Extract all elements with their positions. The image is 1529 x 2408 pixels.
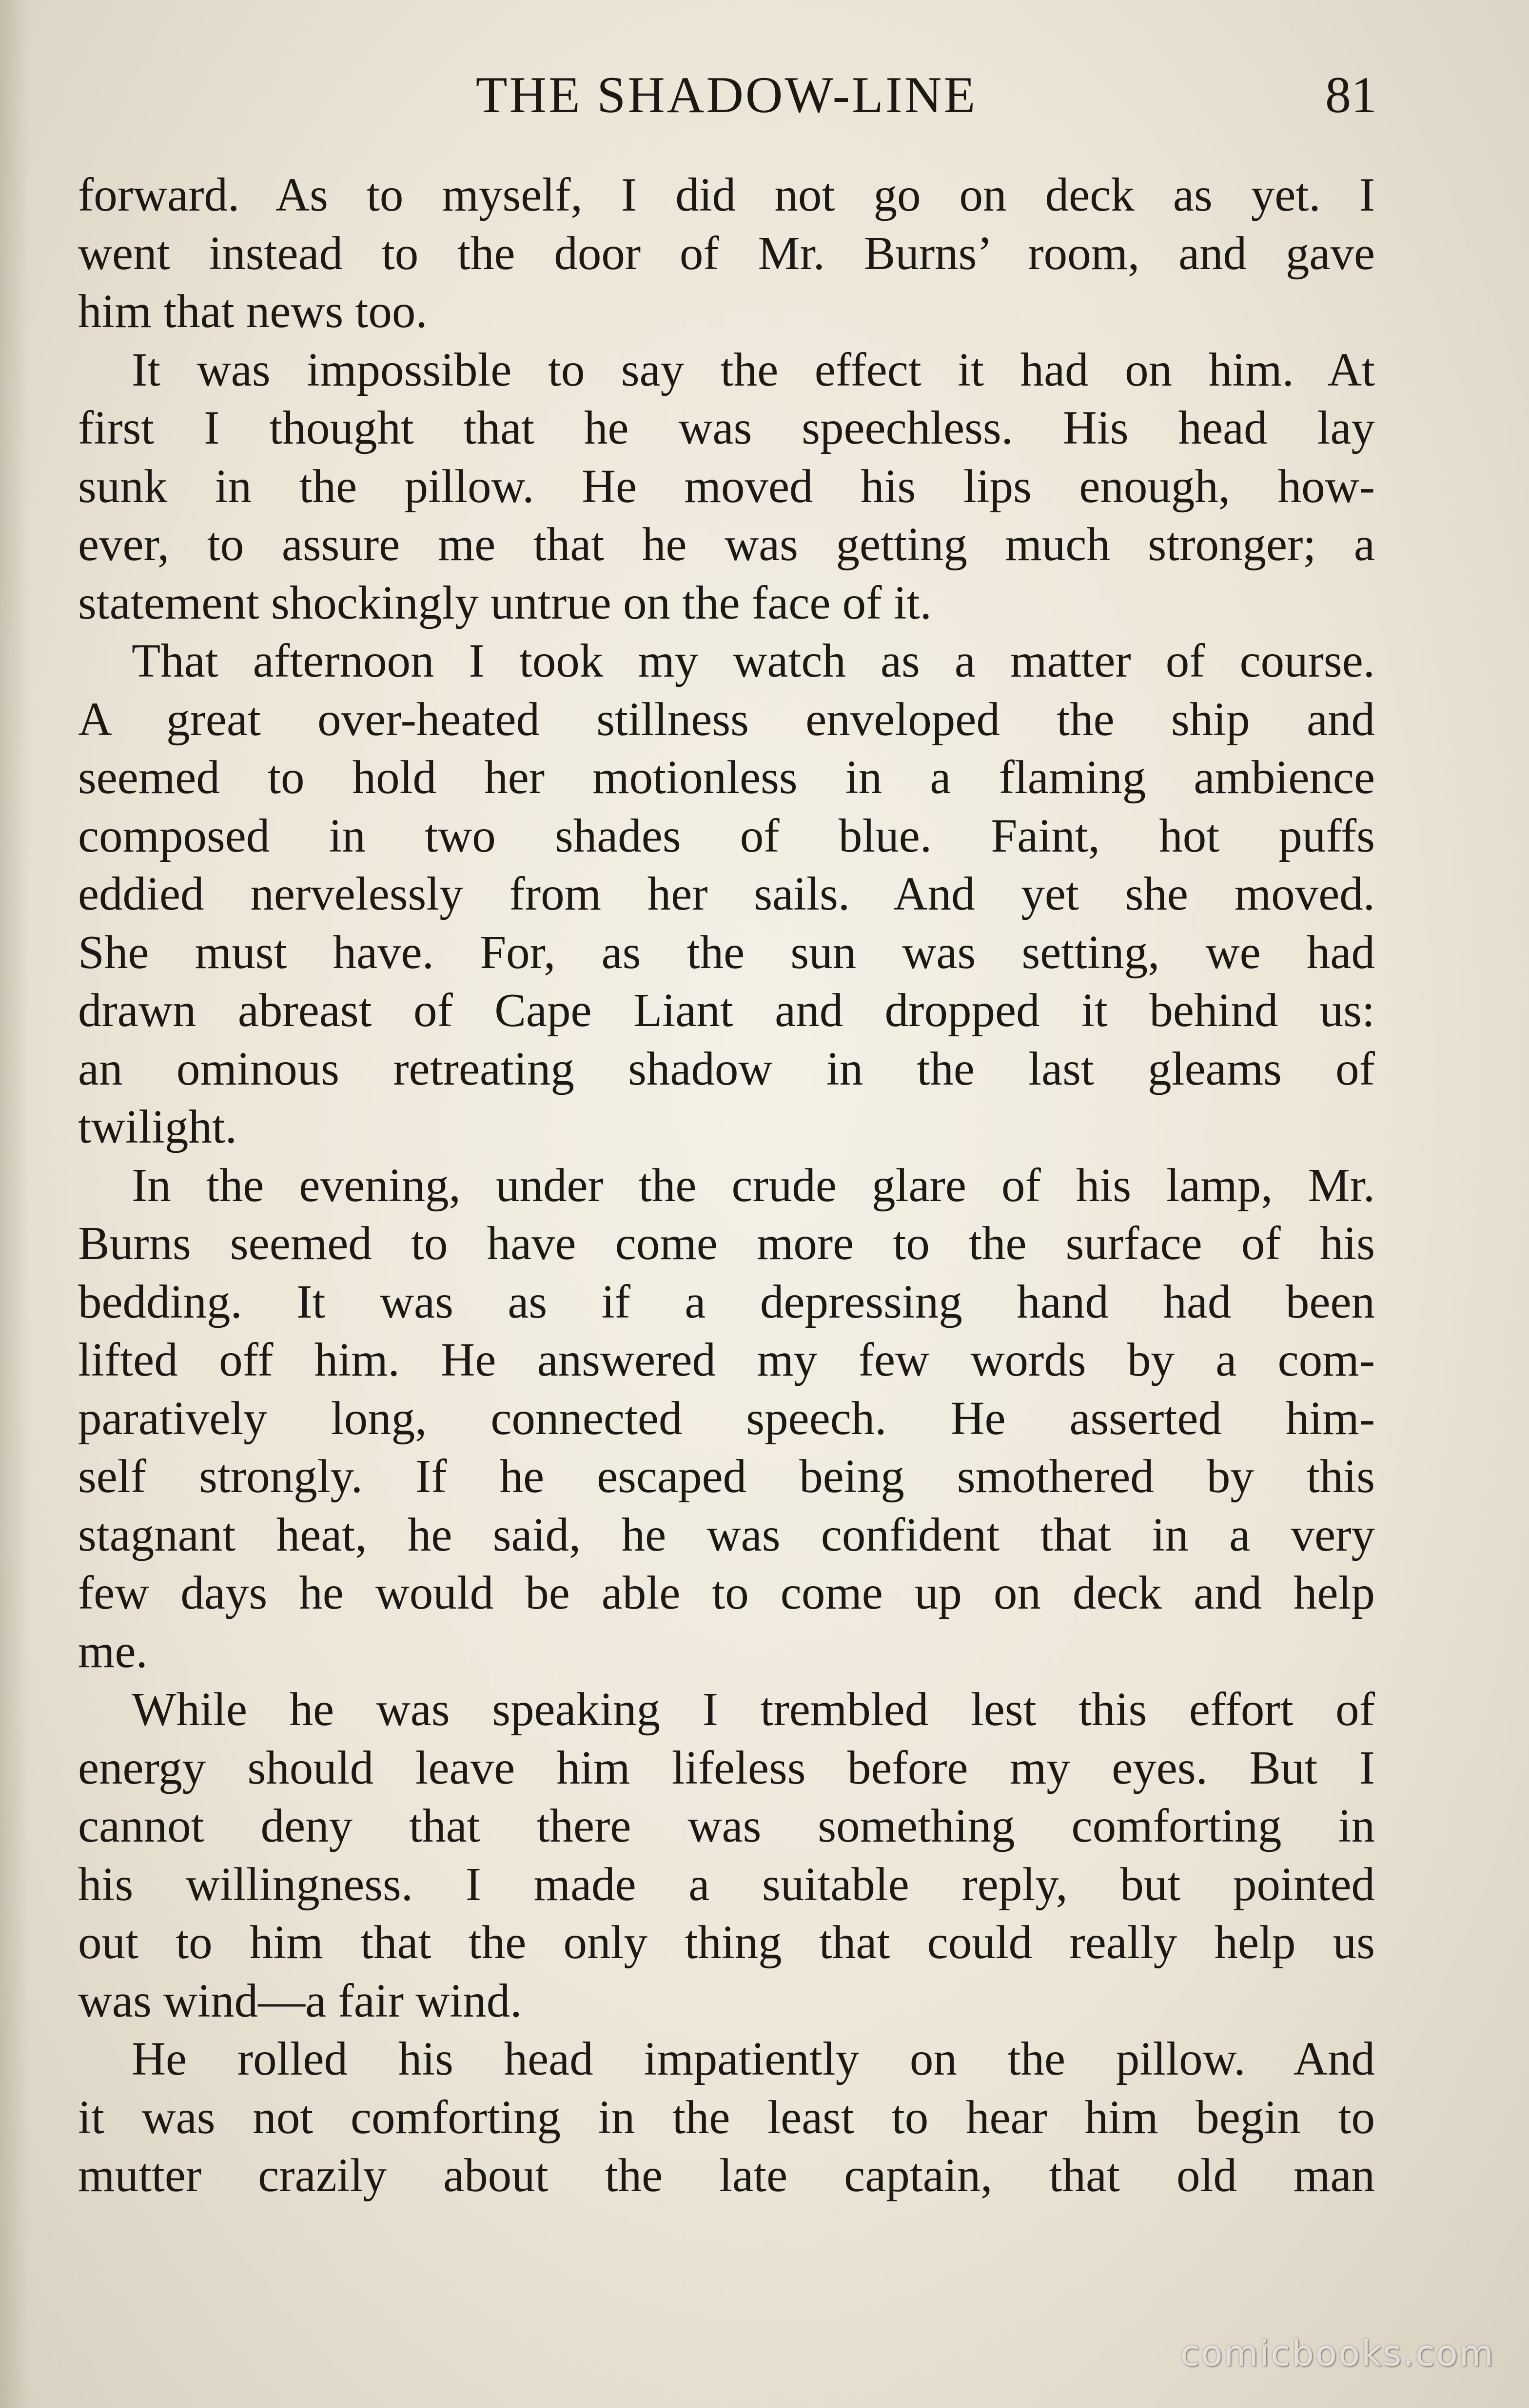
running-title: THE SHADOW-LINE xyxy=(475,66,978,123)
text-line: few days he would be able to come up on deck and help xyxy=(78,1567,1375,1619)
text-line: It was impossible to say the effect it had on him. At xyxy=(132,343,1375,396)
text-line: energy should leave him lifeless before my eyes. But I xyxy=(78,1741,1375,1794)
text-line: forward. As to myself, I did not go on deck as yet. I xyxy=(78,169,1375,221)
text-line: paratively long, connected speech. He asserted him- xyxy=(78,1392,1375,1444)
text-line: That afternoon I took my watch as a matter of course. xyxy=(132,635,1375,687)
text-line: me. xyxy=(78,1625,148,1677)
text-line: stagnant heat, he said, he was confident that in a very xyxy=(78,1508,1375,1561)
text-line: He rolled his head impatiently on the pillow. And xyxy=(132,2033,1375,2085)
text-line: his willingness. I made a suitable reply, but pointed xyxy=(78,1858,1375,1910)
running-head xyxy=(78,63,1375,127)
text-line: it was not comforting in the least to hear him begin to xyxy=(78,2091,1375,2143)
text-line: composed in two shades of blue. Faint, hot puffs xyxy=(78,809,1375,862)
text-line: self strongly. If he escaped being smothered by this xyxy=(78,1450,1375,1502)
text-line: Burns seemed to have come more to the surface of his xyxy=(78,1217,1375,1269)
text-line: In the evening, under the crude glare of his lamp, Mr. xyxy=(132,1159,1375,1211)
body-text xyxy=(78,166,1375,2205)
gutter-shadow xyxy=(0,0,29,2408)
text-line: cannot deny that there was something comforting in xyxy=(78,1800,1375,1852)
text-line: ever, to assure me that he was getting much stronger; a xyxy=(78,518,1375,570)
text-line: drawn abreast of Cape Liant and dropped it behind us: xyxy=(78,984,1375,1036)
text-line: him that news too. xyxy=(78,285,428,337)
text-line: was wind—a fair wind. xyxy=(78,1974,522,2027)
text-line: bedding. It was as if a depressing hand had been xyxy=(78,1275,1375,1328)
text-line: statement shockingly untrue on the face of it. xyxy=(78,576,932,629)
page-number: 81 xyxy=(1325,66,1377,123)
text-line: lifted off him. He answered my few words by a com- xyxy=(78,1334,1375,1386)
text-line: out to him that the only thing that could really help us xyxy=(78,1916,1375,1968)
text-line: an ominous retreating shadow in the last gleams of xyxy=(78,1042,1375,1095)
text-line: went instead to the door of Mr. Burns’ room, and gave xyxy=(78,227,1375,279)
text-line: A great over-heated stillness enveloped the ship and xyxy=(78,693,1375,745)
text-line: seemed to hold her motionless in a flaming ambience xyxy=(78,751,1375,803)
text-line: eddied nervelessly from her sails. And yet she moved. xyxy=(78,868,1375,920)
text-line: first I thought that he was speechless. His head lay xyxy=(78,402,1375,454)
text-line: mutter crazily about the late captain, that old man xyxy=(78,2149,1375,2201)
text-line: She must have. For, as the sun was setting, we had xyxy=(78,926,1375,978)
watermark: comicbooks.com xyxy=(1180,2333,1495,2374)
text-line: twilight. xyxy=(78,1101,237,1153)
text-line: While he was speaking I trembled lest this effort of xyxy=(132,1683,1375,1735)
text-line: sunk in the pillow. He moved his lips enough, how- xyxy=(78,460,1375,512)
